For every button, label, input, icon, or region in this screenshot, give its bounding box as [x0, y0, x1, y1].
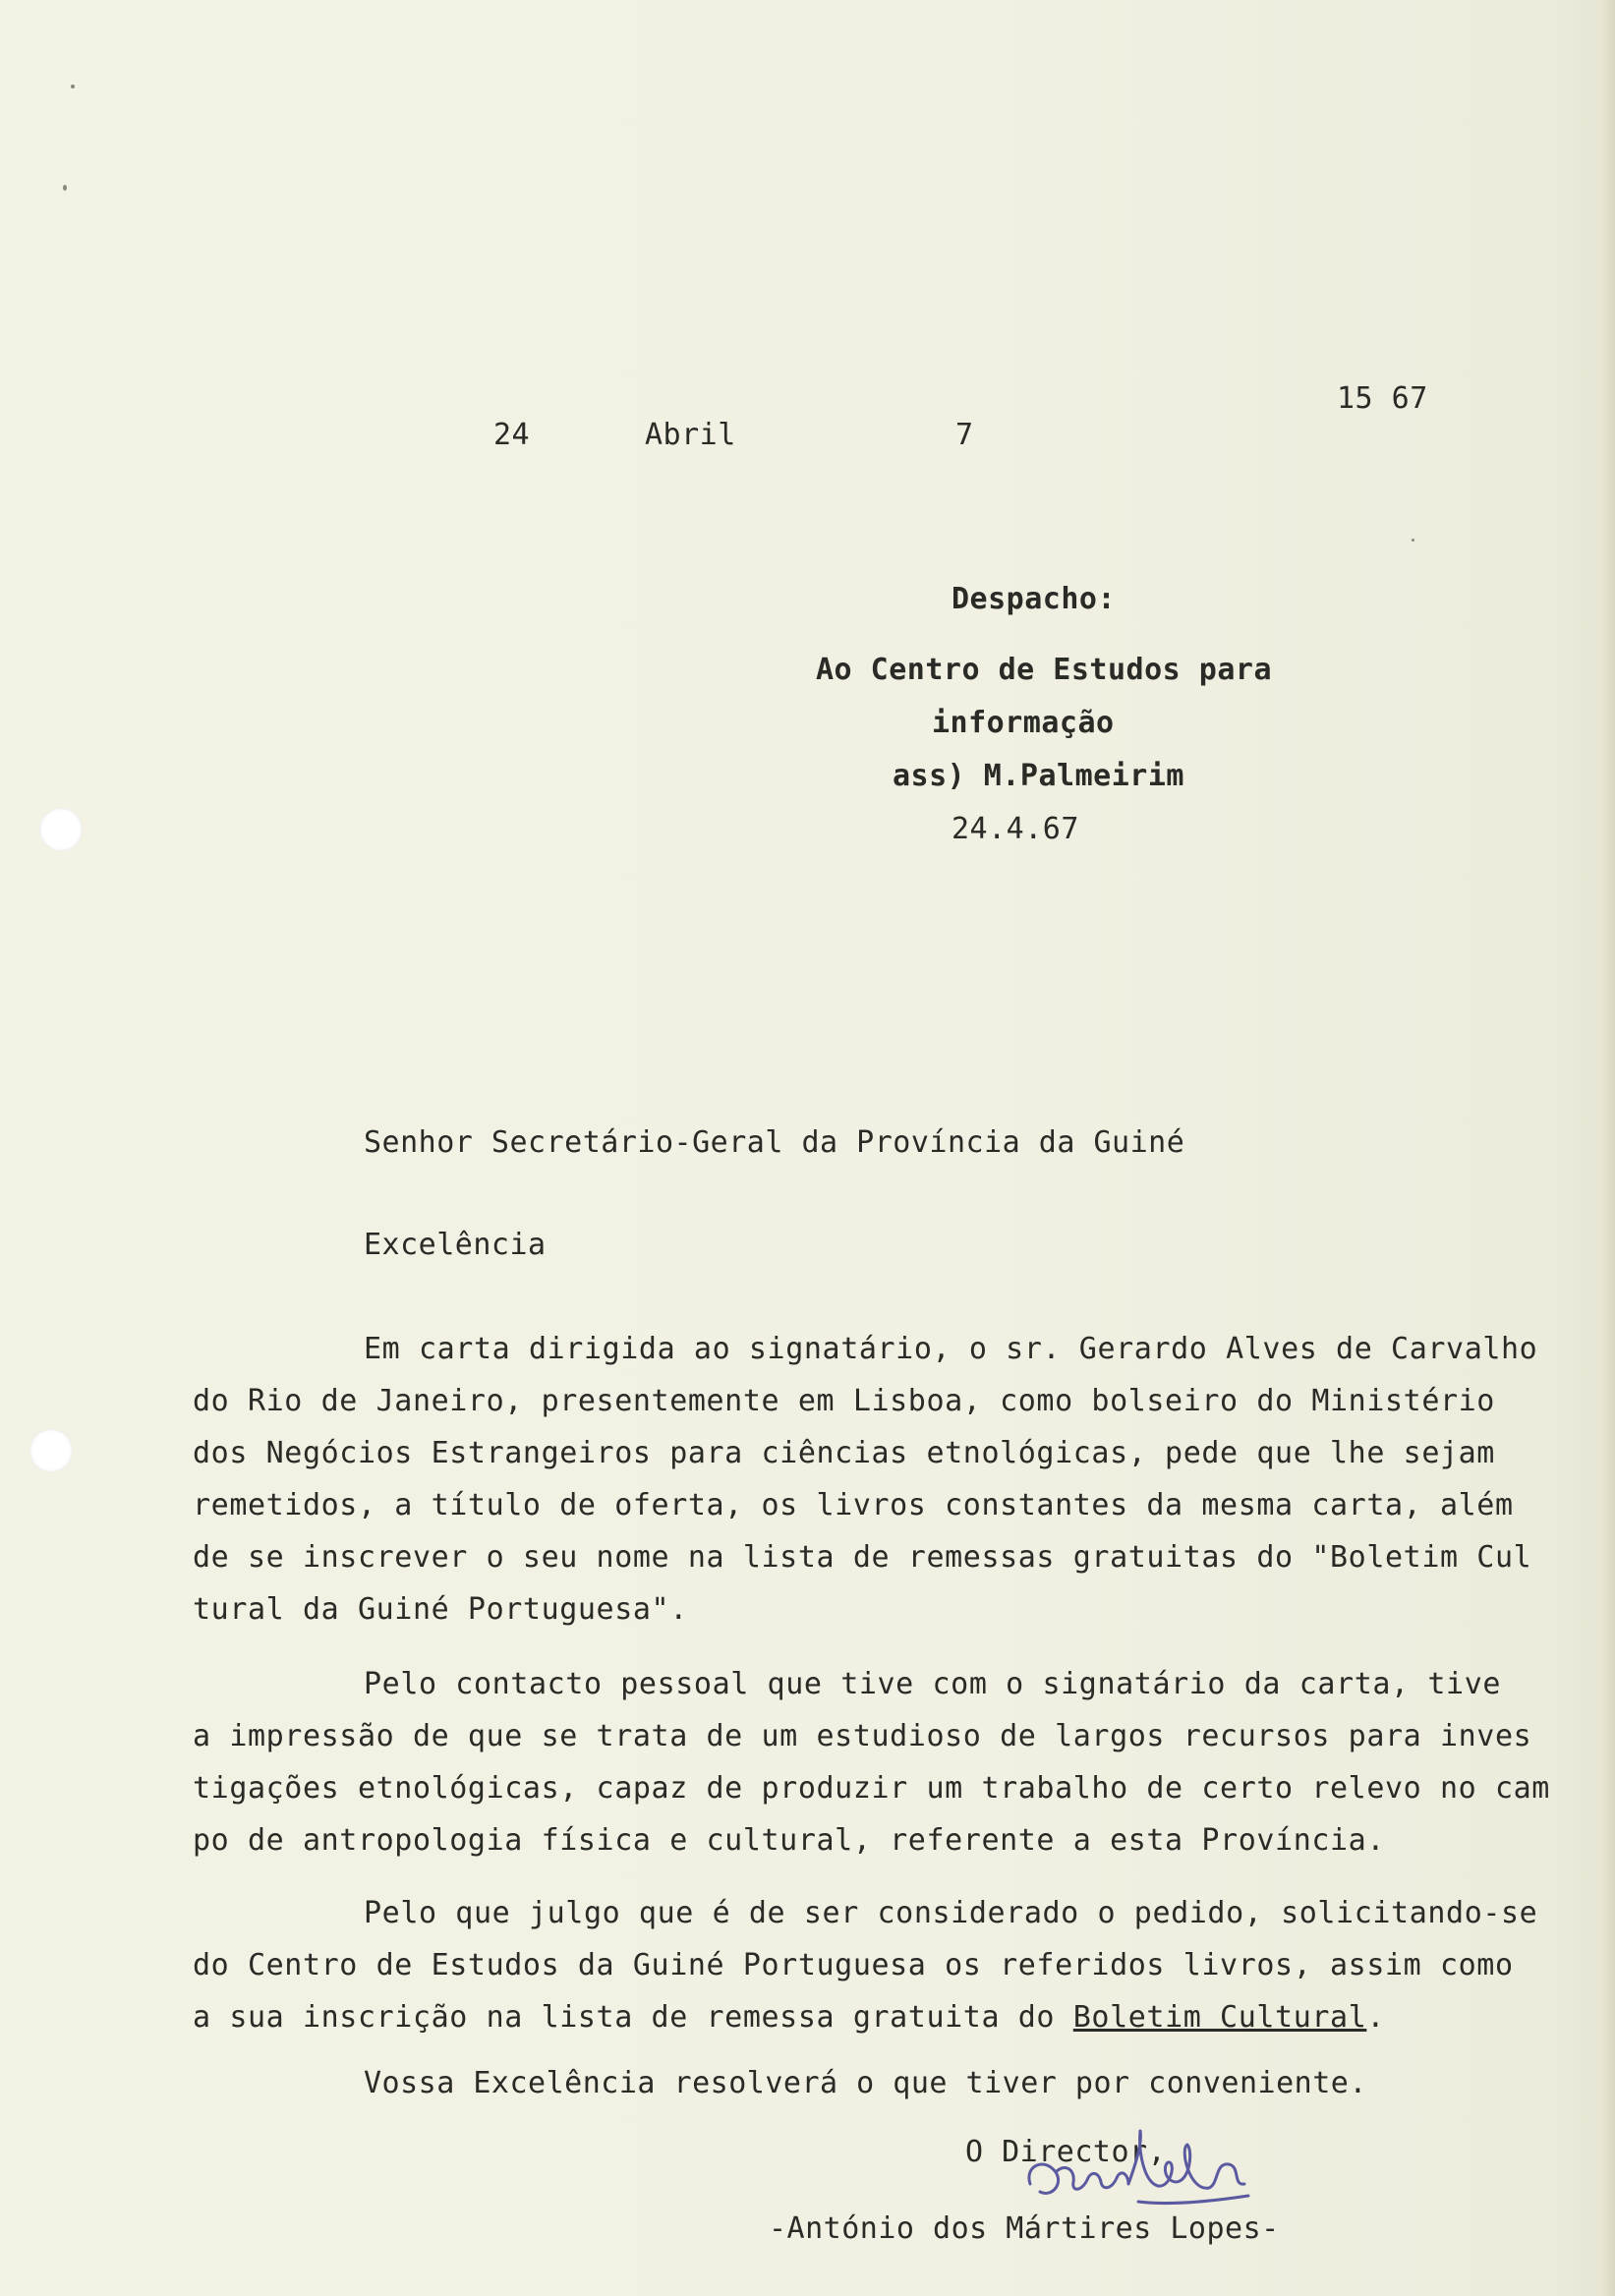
despacho-title: Despacho:: [952, 582, 1117, 616]
signatory-title: O Director,: [965, 2135, 1167, 2169]
despacho-line-2: informação: [932, 706, 1115, 740]
paragraph-1-line: Em carta dirigida ao signatário, o sr. Gerardo Alves de Carvalho: [364, 1332, 1538, 1366]
paragraph-3-prefix: a sua inscrição na lista de remessa gratuita do: [193, 2000, 1073, 2035]
paragraph-2-line: Pelo contacto pessoal que tive com o signatário da carta, tive: [364, 1667, 1502, 1701]
paragraph-1-line: de se inscrever o seu nome na lista de remessas gratuitas do "Boletim Cul: [193, 1540, 1532, 1575]
addressee: Senhor Secretário-Geral da Província da Guiné: [364, 1125, 1185, 1160]
despacho-line-4: 24.4.67: [952, 812, 1079, 846]
paragraph-1-line: remetidos, a título de oferta, os livros constantes da mesma carta, além: [193, 1488, 1514, 1522]
paragraph-1-line: tural da Guiné Portuguesa".: [193, 1592, 688, 1627]
paragraph-1-line: do Rio de Janeiro, presentemente em Lisboa, como bolseiro do Ministério: [193, 1384, 1495, 1418]
paragraph-3-line: do Centro de Estudos da Guiné Portuguesa os referidos livros, assim como: [193, 1948, 1514, 1982]
signatory-name: -António dos Mártires Lopes-: [769, 2211, 1280, 2246]
date-month: Abril: [645, 418, 736, 452]
despacho-line-3: ass) M.Palmeirim: [893, 759, 1184, 793]
date-day: 24: [493, 418, 531, 452]
paragraph-3-suffix: .: [1366, 2000, 1386, 2035]
boletim-cultural-title: Boletim Cultural: [1072, 2000, 1367, 2035]
punch-hole-upper: [39, 808, 83, 851]
date-number: 7: [955, 418, 974, 452]
paragraph-2-line: po de antropologia física e cultural, referente a esta Província.: [193, 1823, 1385, 1858]
paragraph-3-line: Pelo que julgo que é de ser considerado o pedido, solicitando-se: [364, 1896, 1538, 1930]
paragraph-2-line: a impressão de que se trata de um estudioso de largos recursos para inves: [193, 1719, 1532, 1753]
punch-hole-lower: [29, 1429, 73, 1472]
paper-edge: [1601, 0, 1615, 2296]
paragraph-3-last-line: [193, 2000, 1385, 2035]
reference-number: 15 67: [1337, 381, 1428, 416]
salutation: Excelência: [364, 1228, 547, 1262]
despacho-line-1: Ao Centro de Estudos para: [816, 653, 1273, 687]
paragraph-1-line: dos Negócios Estrangeiros para ciências etnológicas, pede que lhe sejam: [193, 1436, 1495, 1470]
closing-line: Vossa Excelência resolverá o que tiver por conveniente.: [364, 2066, 1367, 2100]
paragraph-2-line: tigações etnológicas, capaz de produzir um trabalho de certo relevo no cam: [193, 1771, 1550, 1806]
